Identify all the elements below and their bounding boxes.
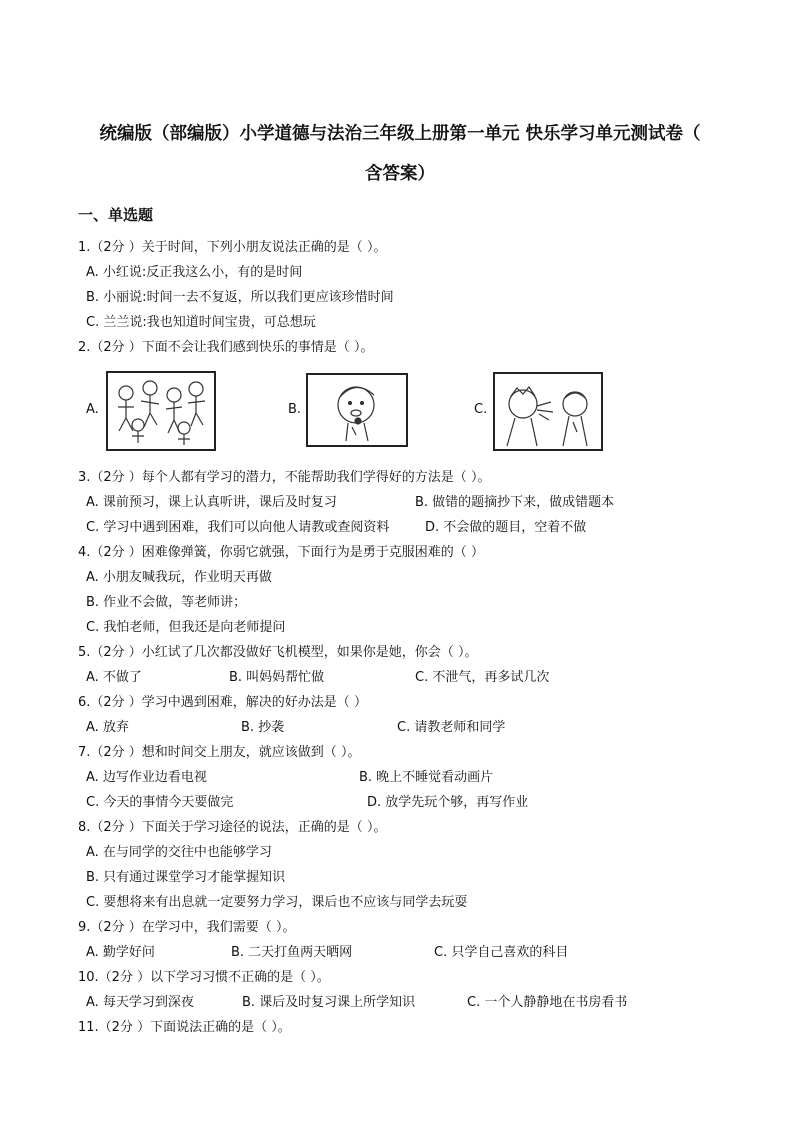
section-heading: 一、单选题 xyxy=(78,206,154,224)
question-6-option-a: A. 放弃 xyxy=(86,720,129,735)
question-4: 4.（2分 ）困难像弹簧，你弱它就强，下面行为是勇于克服困难的（ ） xyxy=(78,545,484,560)
question-2: 2.（2分 ）下面不会让我们感到快乐的事情是（ ）。 xyxy=(78,340,374,355)
question-5-option-a: A. 不做了 xyxy=(86,670,142,685)
question-9: 9.（2分 ）在学习中，我们需要（ ）。 xyxy=(78,920,296,935)
question-5-option-b: B. 叫妈妈帮忙做 xyxy=(229,670,325,685)
question-7-option-a: A. 边写作业边看电视 xyxy=(86,770,207,785)
question-8-option-c: C. 要想将来有出息就一定要努力学习，课后也不应该与同学去玩耍 xyxy=(86,895,468,910)
question-8: 8.（2分 ）下面关于学习途径的说法，正确的是（ ）。 xyxy=(78,820,387,835)
question-9-option-b: B. 二天打鱼两天晒网 xyxy=(231,945,353,960)
question-6: 6.（2分 ）学习中遇到困难，解决的好办法是（ ） xyxy=(78,695,367,710)
question-4-option-a: A. 小朋友喊我玩，作业明天再做 xyxy=(86,570,272,585)
question-7-option-d: D. 放学先玩个够，再写作业 xyxy=(367,795,529,810)
question-8-option-a: A. 在与同学的交往中也能够学习 xyxy=(86,845,272,860)
question-10-option-a: A. 每天学习到深夜 xyxy=(86,995,194,1010)
question-1-option-c: C. 兰兰说:我也知道时间宝贵，可总想玩 xyxy=(86,315,316,330)
question-3: 3.（2分 ）每个人都有学习的潜力，不能帮助我们学得好的方法是（ ）。 xyxy=(78,470,491,485)
question-1-option-a: A. 小红说:反正我这么小，有的是时间 xyxy=(86,265,303,280)
question-7-option-b: B. 晚上不睡觉看动画片 xyxy=(359,770,494,785)
question-10-option-c: C. 一个人静静地在书房看书 xyxy=(467,995,628,1010)
question-5-option-c: C. 不泄气，再多试几次 xyxy=(415,670,550,685)
question-10: 10.（2分 ）以下学习习惯不正确的是（ ）。 xyxy=(78,970,330,985)
children-playing-illustration xyxy=(106,371,216,451)
question-2-option-a: A. xyxy=(86,402,99,417)
question-9-option-a: A. 勤学好问 xyxy=(86,945,155,960)
page-title-line2: 含答案） xyxy=(365,164,435,184)
page-title-line1: 统编版（部编版）小学道德与法治三年级上册第一单元 快乐学习单元测试卷（ xyxy=(99,124,701,144)
question-7: 7.（2分 ）想和时间交上朋友，就应该做到（ ）。 xyxy=(78,745,361,760)
question-9-option-c: C. 只学自己喜欢的科目 xyxy=(434,945,569,960)
question-3-option-b: B. 做错的题摘抄下来，做成错题本 xyxy=(415,495,615,510)
question-4-option-c: C. 我怕老师，但我还是向老师提问 xyxy=(86,620,286,635)
question-7-option-c: C. 今天的事情今天要做完 xyxy=(86,795,234,810)
question-3-option-d: D. 不会做的题目，空着不做 xyxy=(425,520,587,535)
question-6-option-b: B. 抄袭 xyxy=(241,720,285,735)
question-2-option-c: C. xyxy=(474,402,488,417)
question-3-option-a: A. 课前预习，课上认真听讲，课后及时复习 xyxy=(86,495,337,510)
question-8-option-b: B. 只有通过课堂学习才能掌握知识 xyxy=(86,870,286,885)
question-2-option-b: B. xyxy=(288,402,302,417)
question-4-option-b: B. 作业不会做，等老师讲； xyxy=(86,595,247,610)
question-11: 11.（2分 ）下面说法正确的是（ ）。 xyxy=(78,1020,291,1035)
question-10-option-b: B. 课后及时复习课上所学知识 xyxy=(242,995,416,1010)
people-arguing-illustration xyxy=(493,372,603,451)
question-6-option-c: C. 请教老师和同学 xyxy=(397,720,506,735)
question-1-option-b: B. 小丽说:时间一去不复返，所以我们更应该珍惜时间 xyxy=(86,290,394,305)
question-1: 1.（2分 ）关于时间，下列小朋友说法正确的是（ ）。 xyxy=(78,240,387,255)
child-with-microphone-illustration xyxy=(306,373,408,447)
question-3-option-c: C. 学习中遇到困难，我们可以向他人请教或查阅资料 xyxy=(86,520,390,535)
question-5: 5.（2分 ）小红试了几次都没做好飞机模型，如果你是她，你会（ ）。 xyxy=(78,645,478,660)
